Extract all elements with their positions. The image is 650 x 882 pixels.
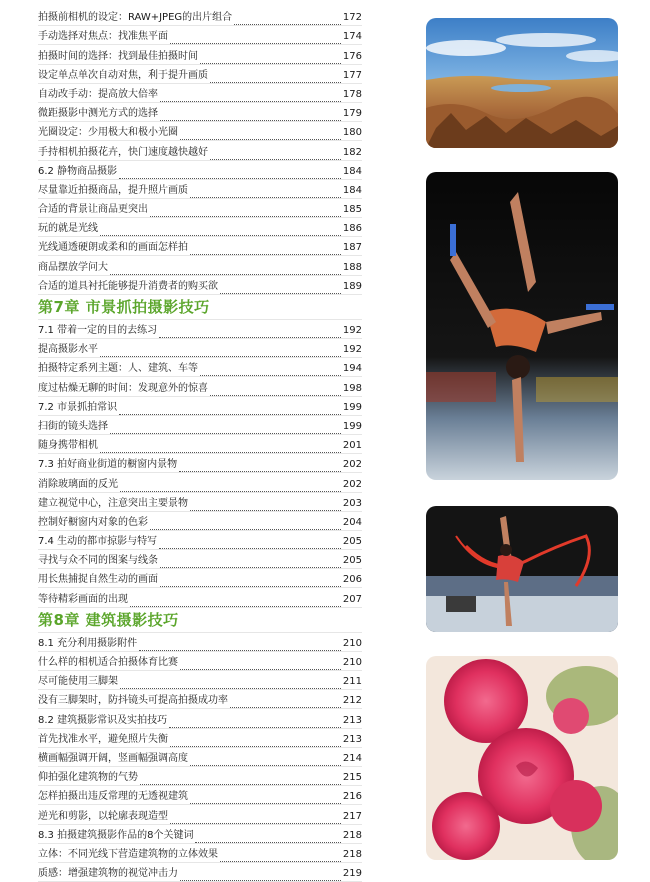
toc-entry-page: 210 <box>342 637 362 649</box>
toc-entry-page: 211 <box>342 676 362 688</box>
dot-leader <box>234 15 341 25</box>
toc-entry <box>38 825 362 844</box>
dot-leader <box>110 265 341 275</box>
toc-entry-page: 187 <box>342 242 362 254</box>
toc-entry-title: 怎样拍摄出违反常理的无透视建筑 <box>38 791 188 803</box>
toc-entry-title: 合适的道具衬托能够提升消费者的购买欲 <box>38 280 218 292</box>
toc-entry <box>38 237 362 256</box>
toc-entry-title: 7.1 带着一定的目的去练习 <box>38 325 158 336</box>
toc-entry-page: 184 <box>342 184 362 196</box>
toc-entry <box>38 729 362 748</box>
toc-entry-title: 寻找与众不同的图案与线条 <box>38 555 158 567</box>
toc-entry-title: 仰拍强化建筑物的气势 <box>38 772 138 784</box>
dot-leader <box>179 462 341 472</box>
toc-entry-page: 205 <box>342 555 362 567</box>
toc-entry <box>38 397 362 416</box>
toc-entry <box>38 767 362 786</box>
toc-entry-title: 立体：不同光线下营造建筑物的立体效果 <box>38 848 218 860</box>
toc-entry-title: 合适的背景让商品更突出 <box>38 204 148 216</box>
dot-leader <box>150 520 341 530</box>
toc-entry-page: 203 <box>342 497 362 509</box>
dot-leader <box>100 347 341 357</box>
toc-entry-title: 玩的就是光线 <box>38 223 98 235</box>
dot-leader <box>169 718 341 728</box>
toc-entry-page: 176 <box>342 50 362 62</box>
peony-flowers-photo <box>426 656 618 860</box>
toc-entry-title: 建立视觉中心，注意突出主要景物 <box>38 497 188 509</box>
toc-entry-page: 201 <box>342 440 362 452</box>
toc-entry-page: 202 <box>342 478 362 490</box>
dot-leader <box>100 443 341 453</box>
dot-leader <box>160 92 341 102</box>
toc-entry-page: 218 <box>342 829 362 841</box>
toc-entry-page: 206 <box>342 574 362 586</box>
toc-entry-title: 用长焦捕捉自然生动的画面 <box>38 574 158 586</box>
toc-entry-page: 216 <box>342 791 362 803</box>
toc-entry-title: 手持相机拍摄花卉，快门速度越快越好 <box>38 146 208 158</box>
toc-entry-page: 192 <box>342 344 362 356</box>
toc-entry <box>38 569 362 588</box>
toc-entry-title: 6.2 静物商品摄影 <box>38 165 118 177</box>
chapter-heading: 第7章 市景抓拍摄影技巧 <box>38 295 362 320</box>
dot-leader <box>170 814 341 824</box>
toc-entry <box>38 7 362 26</box>
toc-entry-title: 7.4 生动的都市掠影与特写 <box>38 536 158 548</box>
toc-entry-page: 213 <box>342 714 362 726</box>
chapter-heading: 第8章 建筑摄影技巧 <box>38 608 362 633</box>
dot-leader <box>180 871 341 881</box>
toc-entry-page: 194 <box>342 363 362 375</box>
toc-entry <box>38 276 362 295</box>
dot-leader <box>159 328 341 338</box>
toc-entry-title: 光圈设定：少用极大和极小光圈 <box>38 127 178 139</box>
toc-entry-title: 随身携带相机 <box>38 440 98 452</box>
toc-entry-title: 控制好橱窗内对象的色彩 <box>38 516 148 528</box>
toc-entry-title: 扫街的镜头选择 <box>38 420 108 432</box>
toc-entry-title: 没有三脚架时，防抖镜头可提高拍摄成功率 <box>38 695 228 707</box>
toc-entry-title: 逆光和剪影，以轮廓表现造型 <box>38 810 168 822</box>
dot-leader <box>160 577 341 587</box>
dot-leader <box>190 756 341 766</box>
toc-entry <box>38 550 362 569</box>
dot-leader <box>220 284 341 294</box>
toc-entry-title: 自动改手动：提高放大倍率 <box>38 88 158 100</box>
toc-entry-page: 215 <box>342 772 362 784</box>
toc-entry-title: 消除玻璃面的反光 <box>38 478 118 490</box>
toc-entry <box>38 416 362 435</box>
toc-entry-page: 179 <box>342 108 362 120</box>
dot-leader <box>130 597 341 607</box>
toc-entry-title: 拍摄前相机的设定：RAW+JPEG的出片组合 <box>38 12 233 24</box>
dot-leader <box>100 226 341 236</box>
toc-entry <box>38 180 362 199</box>
toc-entry <box>38 454 362 473</box>
toc-entry-page: 213 <box>342 733 362 745</box>
dot-leader <box>180 660 341 670</box>
toc-entry-title: 商品摆放学问大 <box>38 261 108 273</box>
dot-leader <box>120 679 341 689</box>
toc-entry <box>38 748 362 767</box>
toc-entry-title: 尽可能使用三脚架 <box>38 676 118 688</box>
toc-entry <box>38 199 362 218</box>
toc-entry-page: 180 <box>342 127 362 139</box>
toc-entry <box>38 161 362 180</box>
toc-entry <box>38 65 362 84</box>
toc-entry-page: 188 <box>342 261 362 273</box>
dot-leader <box>110 424 341 434</box>
toc-entry-page: 210 <box>342 657 362 668</box>
toc-entry-page: 207 <box>342 593 362 605</box>
toc-entry <box>38 122 362 141</box>
dot-leader <box>190 188 341 198</box>
dot-leader <box>210 386 341 396</box>
toc-entry-title: 横画幅强调开阔，竖画幅强调高度 <box>38 752 188 764</box>
dot-leader <box>170 737 341 747</box>
toc-entry-page: 186 <box>342 223 362 235</box>
toc-entry-page: 192 <box>342 325 362 336</box>
toc-entry <box>38 531 362 550</box>
dot-leader <box>200 54 341 64</box>
toc-entry <box>38 786 362 805</box>
dot-leader <box>139 641 341 651</box>
dot-leader <box>220 852 341 862</box>
toc-entry <box>38 218 362 237</box>
toc-entry-page: 184 <box>342 165 362 177</box>
toc-entry <box>38 844 362 863</box>
dot-leader <box>195 833 340 843</box>
toc-entry-page: 205 <box>342 536 362 548</box>
toc-entry-title: 8.3 拍摄建筑摄影作品的8个关键词 <box>38 829 194 841</box>
toc-entry-page: 202 <box>342 459 362 471</box>
dot-leader <box>180 130 341 140</box>
toc-entry <box>38 339 362 358</box>
dot-leader <box>119 169 341 179</box>
dot-leader <box>230 698 341 708</box>
toc-entry-title: 等待精彩画面的出现 <box>38 593 128 605</box>
toc-entry-page: 177 <box>342 69 362 81</box>
toc-entry <box>38 320 362 339</box>
toc-entry-title: 尽量靠近拍摄商品，提升照片画质 <box>38 184 188 196</box>
dot-leader <box>120 482 341 492</box>
toc-entry-page: 217 <box>342 810 362 822</box>
toc-entry-title: 拍摄时间的选择：找到最佳拍摄时间 <box>38 50 198 62</box>
dot-leader <box>160 111 341 121</box>
toc-entry <box>38 493 362 512</box>
toc-entry <box>38 633 362 652</box>
toc-entry-page: 199 <box>342 401 362 413</box>
toc-entry <box>38 377 362 396</box>
toc-entry <box>38 588 362 607</box>
ribbon-gymnast-photo <box>426 506 618 632</box>
dot-leader <box>160 558 341 568</box>
landscape-photo <box>426 18 618 148</box>
toc-entry-title: 提高摄影水平 <box>38 344 98 356</box>
toc-entry <box>38 358 362 377</box>
toc-entry <box>38 512 362 531</box>
dot-leader <box>190 245 341 255</box>
dot-leader <box>140 775 341 785</box>
toc-entry-page: 185 <box>342 204 362 216</box>
toc-entry-page: 219 <box>342 868 362 880</box>
dot-leader <box>190 794 341 804</box>
toc-entry-title: 7.3 拍好商业街道的橱窗内景物 <box>38 459 178 471</box>
dot-leader <box>210 73 341 83</box>
toc-entry-title: 什么样的相机适合拍摄体育比赛 <box>38 657 178 668</box>
toc-entry-page: 172 <box>342 12 362 24</box>
toc-entry-page: 212 <box>342 695 362 707</box>
toc-entry-title: 度过枯燥无聊的时间：发现意外的惊喜 <box>38 382 208 394</box>
toc-entry-page: 214 <box>342 752 362 764</box>
toc-entry <box>38 863 362 882</box>
toc-entry <box>38 141 362 160</box>
toc-entry-page: 199 <box>342 420 362 432</box>
toc-entry-title: 拍摄特定系列主题：人、建筑、车等 <box>38 363 198 375</box>
toc-entry-page: 218 <box>342 848 362 860</box>
toc-entry-page: 174 <box>342 31 362 43</box>
dot-leader <box>150 207 341 217</box>
toc-entry <box>38 690 362 709</box>
dot-leader <box>159 539 341 549</box>
toc-entry <box>38 84 362 103</box>
toc-entry-page: 198 <box>342 382 362 394</box>
toc-entry <box>38 26 362 45</box>
toc-entry <box>38 805 362 824</box>
toc-entry <box>38 473 362 492</box>
toc-entry <box>38 652 362 671</box>
toc-entry-page: 204 <box>342 516 362 528</box>
toc-entry-title: 8.2 建筑摄影常识及实拍技巧 <box>38 714 168 726</box>
toc-entry-title: 首先找准水平，避免照片失衡 <box>38 733 168 745</box>
toc-entry-page: 178 <box>342 88 362 100</box>
toc-entry <box>38 709 362 728</box>
toc-entry-title: 质感：增强建筑物的视觉冲击力 <box>38 868 178 880</box>
toc-entry <box>38 435 362 454</box>
gymnast-photo <box>426 172 618 480</box>
toc-entry-page: 182 <box>342 146 362 158</box>
table-of-contents <box>38 7 362 882</box>
toc-entry-title: 8.1 充分利用摄影附件 <box>38 637 138 649</box>
dot-leader <box>200 366 341 376</box>
toc-entry-title: 7.2 市景抓拍常识 <box>38 401 118 413</box>
toc-entry <box>38 256 362 275</box>
dot-leader <box>119 405 341 415</box>
toc-entry-page: 189 <box>342 280 362 292</box>
dot-leader <box>170 34 341 44</box>
toc-entry-title: 光线通透硬朗或柔和的画面怎样拍 <box>38 242 188 254</box>
toc-entry <box>38 103 362 122</box>
toc-entry-title: 手动选择对焦点：找准焦平面 <box>38 31 168 43</box>
dot-leader <box>190 501 341 511</box>
toc-entry <box>38 671 362 690</box>
toc-entry-title: 微距摄影中测光方式的选择 <box>38 108 158 120</box>
toc-entry-title: 设定单点单次自动对焦，利于提升画质 <box>38 69 208 81</box>
toc-entry <box>38 45 362 64</box>
dot-leader <box>210 150 341 160</box>
